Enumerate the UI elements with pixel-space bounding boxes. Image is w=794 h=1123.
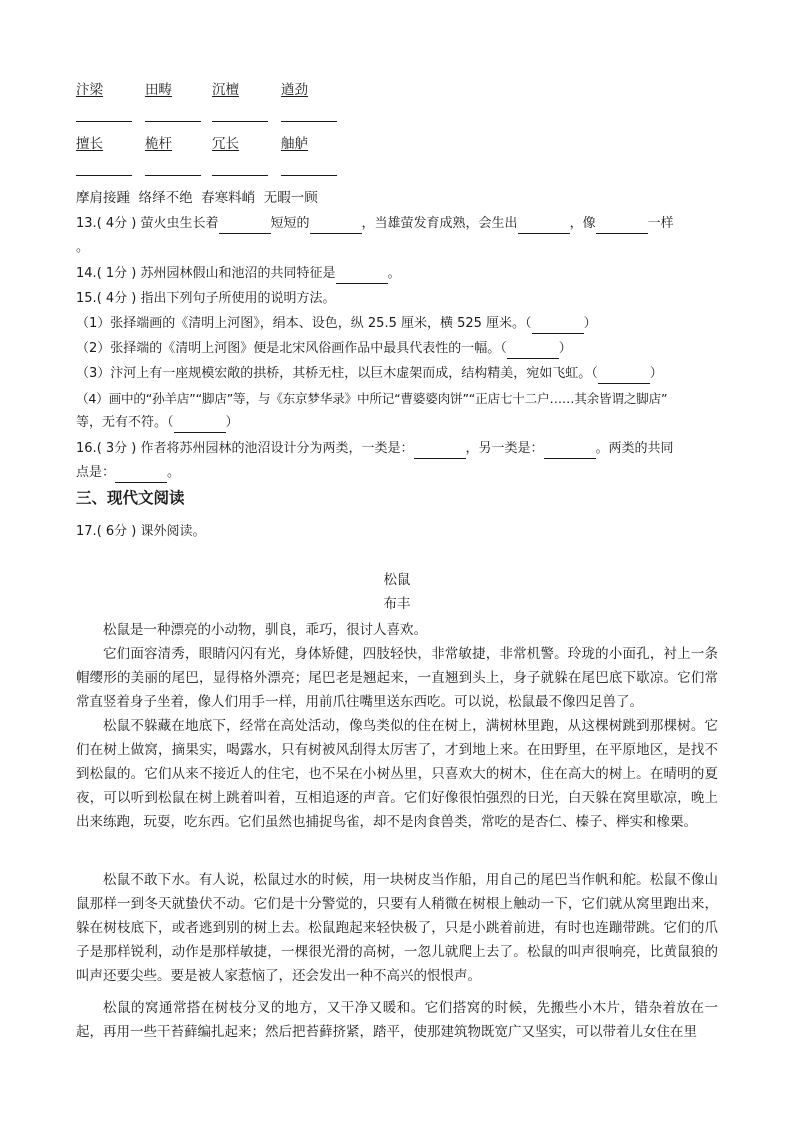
answer-blank[interactable] — [76, 175, 132, 176]
answer-blank[interactable] — [414, 440, 466, 459]
question-text-cont — [76, 464, 180, 483]
vocab-word: 冗长 — [212, 136, 239, 152]
answer-blank[interactable] — [310, 215, 362, 234]
article-paragraph: 松鼠不敢下水。有人说，松鼠过水的时候，用一块树皮当作船，用自己的尾巴当作帆和舵。松鼠不像山鼠那样一到冬天就蛰伏不动。它们是十分警觉的，只要有人稍微在树根上触动一下，它们就从窝里跑出来，躲在树枝底下，或者逃到别的树上去。松鼠跑起来轻快极了，只是小跳着前进，有时也连蹦带跳。它们的爪子是那样锐利，动作是那样敏捷，一棵很光滑的高树，一忽儿就爬上去了。松鼠的叫声很响亮，比黄鼠狼的叫声还要尖些。要是被人家惹恼了，还会发出一种不高兴的恨恨声。 — [76, 872, 718, 984]
answer-blank[interactable] — [281, 121, 337, 122]
vocab-word: 田畴 — [145, 82, 172, 98]
item-close: ） — [558, 341, 572, 356]
item-text: （2）张择端的《清明上河图》便是北宋风俗画作品中最具代表性的一幅。（ — [76, 341, 507, 356]
article-paragraph: 松鼠是一种漂亮的小动物，驯良，乖巧，很讨人喜欢。 — [103, 622, 427, 638]
vocab-word: 遒劲 — [281, 82, 308, 98]
answer-blank[interactable] — [76, 121, 132, 122]
question-15 — [76, 290, 336, 308]
answer-blank[interactable] — [518, 215, 570, 234]
answer-blank[interactable] — [145, 175, 201, 176]
item-close: ） — [649, 366, 663, 381]
question-item: （4）画中的“孙羊店”“脚店”等，与《东京梦华录》中所记“曹婆婆肉饼”“正店七十二户……其余皆谓之脚店” — [76, 391, 668, 406]
question-17 — [76, 523, 206, 541]
answer-blank[interactable] — [212, 121, 268, 122]
item-text: （1）张择端画的《清明上河图》，绢本、设色，纵 25.5 厘米，横 525 厘米。（ — [76, 316, 532, 331]
question-score: ( 6分 ) — [96, 524, 137, 539]
answer-blank[interactable] — [174, 414, 226, 433]
answer-blank[interactable] — [145, 121, 201, 122]
item-close: ） — [583, 316, 597, 331]
question-text: 。两类的共同 — [595, 441, 674, 456]
item-text: （3）汴河上有一座规模宏敞的拱桥，其桥无柱，以巨木虚架而成，结构精美，宛如飞虹。（ — [76, 366, 598, 381]
article-paragraph: 它们面容清秀，眼睛闪闪有光，身体矫健，四肢轻快，非常敏捷，非常机警。玲珑的小面孔，衬上一条帽缨形的美丽的尾巴，显得格外漂亮；尾巴老是翘起来，一直翘到头上，身子就躲在尾巴底下歇凉。它们常常直竖着身子坐着，像人们用手一样，用前爪往嘴里送东西吃。可以说，松鼠最不像四足兽了。 — [76, 646, 718, 710]
question-text: 。 — [76, 240, 90, 255]
article-paragraph: 松鼠不躲藏在地底下，经常在高处活动，像鸟类似的住在树上，满树林里跑，从这棵树跳到那棵树。它们在树上做窝，摘果实，喝露水，只有树被风刮得太厉害了，才到地上来。在田野里，在平原地区，是找不到松鼠的。它们从来不接近人的住宅，也不呆在小树丛里，只喜欢大的树木，住在高大的树上。在晴明的夏夜，可以听到松鼠在树上跳着叫着，互相追逐的声音。它们好像很怕强烈的日光，白天躲在窝里歇凉，晚上出来练跑，玩耍，吃东西。它们虽然也捕捉鸟雀，却不是肉食兽类，常吃的是杏仁、榛子、榉实和橡栗。 — [76, 718, 718, 830]
question-item — [76, 414, 239, 433]
question-item — [76, 315, 597, 334]
vocab-word: 擅长 — [76, 136, 103, 152]
vocab-word: 沉檀 — [212, 82, 239, 98]
question-text: 。 — [387, 266, 401, 281]
question-item — [76, 340, 572, 359]
question-text: 萤火虫生长着 — [140, 216, 219, 231]
question-score: ( 4分 ) — [96, 291, 137, 306]
question-score: ( 3分 ) — [96, 441, 137, 456]
question-text: 苏州园林假山和池沼的共同特征是 — [140, 266, 336, 281]
question-number: 13. — [76, 216, 97, 231]
answer-blank[interactable] — [532, 315, 584, 334]
question-text: 课外阅读。 — [140, 524, 206, 539]
answer-blank[interactable] — [507, 340, 559, 359]
question-number: 15. — [76, 291, 97, 306]
answer-blank[interactable] — [115, 464, 167, 483]
item-close: ） — [225, 415, 239, 430]
answer-blank[interactable] — [212, 175, 268, 176]
question-text: 作者将苏州园林的池沼设计分为两类，一类是： — [140, 441, 414, 456]
answer-blank[interactable] — [598, 365, 650, 384]
answer-blank[interactable] — [596, 215, 648, 234]
section-heading: 三、现代文阅读 — [76, 489, 185, 507]
question-text: 一样 — [647, 216, 674, 231]
question-score: ( 4分 ) — [96, 216, 137, 231]
question-text: ，像 — [569, 216, 596, 231]
article-author: 布丰 — [383, 596, 411, 612]
question-13 — [76, 215, 674, 234]
question-text: 指出下列句子所使用的说明方法。 — [140, 291, 336, 306]
question-number: 16. — [76, 441, 97, 456]
answer-blank[interactable] — [219, 215, 271, 234]
vocab-word: 桅杆 — [145, 136, 172, 152]
question-16 — [76, 440, 674, 459]
question-number: 14. — [76, 266, 97, 281]
question-text: 点是： — [76, 465, 116, 480]
answer-blank[interactable] — [544, 440, 596, 459]
question-text: 短短的 — [270, 216, 310, 231]
item-text: 等，无有不符。（ — [76, 415, 174, 430]
answer-blank[interactable] — [336, 265, 388, 284]
question-text: ，当雄萤发育成熟，会生出 — [361, 216, 518, 231]
question-number: 17. — [76, 524, 97, 539]
article-title: 松鼠 — [383, 572, 411, 588]
question-text: 。 — [167, 465, 181, 480]
question-item — [76, 365, 663, 384]
article-paragraph: 松鼠的窝通常搭在树枝分叉的地方，又干净又暖和。它们搭窝的时候，先搬些小木片，错杂着放在一起，再用一些干苔藓编扎起来；然后把苔藓挤紧，踏平，使那建筑物既宽广又坚实，可以带着儿女住在里 — [76, 1000, 718, 1040]
answer-blank[interactable] — [281, 175, 337, 176]
question-14 — [76, 265, 401, 284]
question-text: ，另一类是： — [465, 441, 544, 456]
vocab-word: 汴梁 — [76, 82, 103, 98]
question-score: ( 1分 ) — [96, 266, 137, 281]
vocab-word: 舳舻 — [281, 136, 308, 152]
idiom-list: 摩肩接踵 络绎不绝 春寒料峭 无暇一顾 — [76, 190, 318, 206]
